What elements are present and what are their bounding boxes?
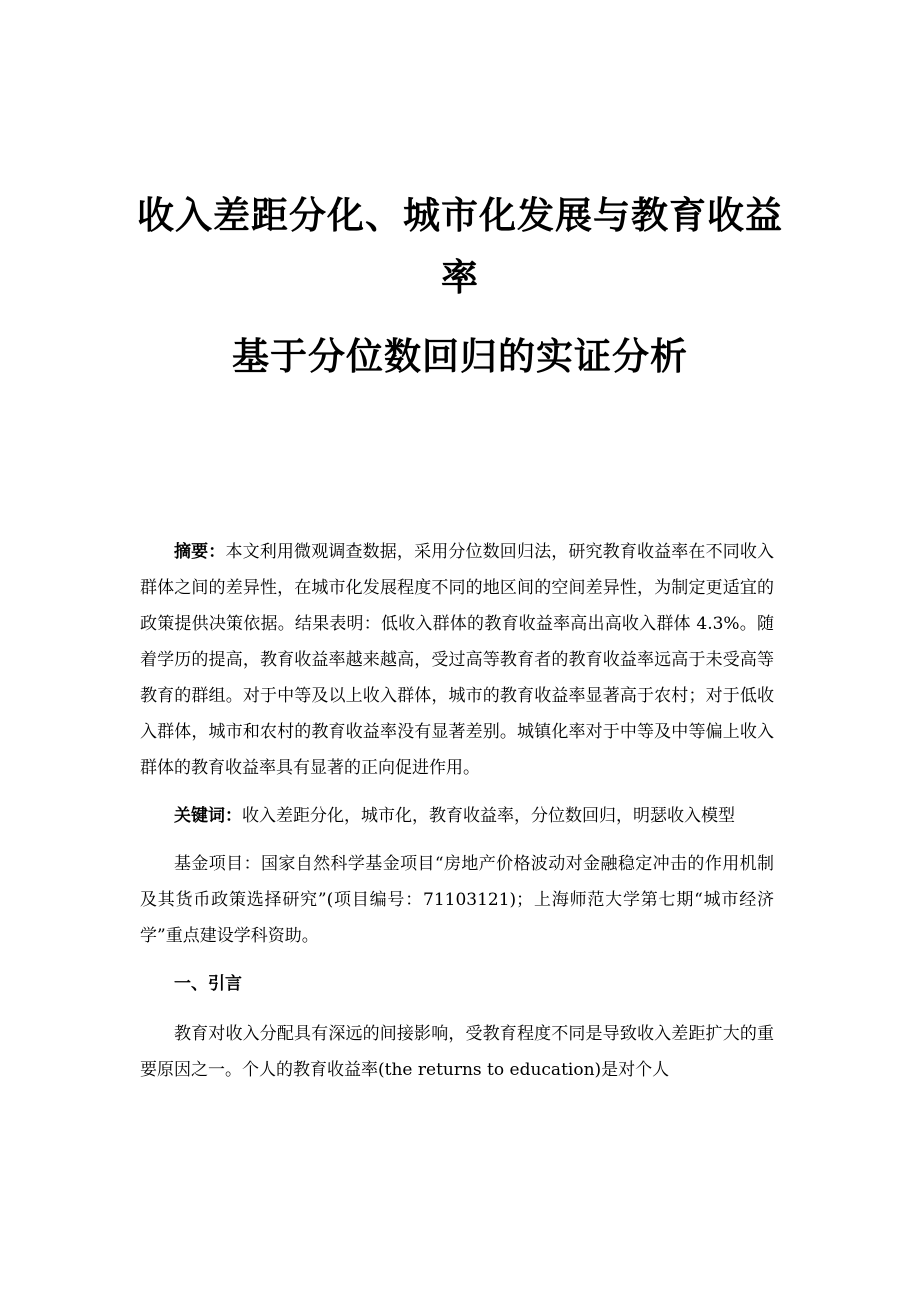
keywords-paragraph bbox=[140, 798, 774, 834]
paper-title-line-1: 收入差距分化、城市化发展与教育收益 bbox=[137, 194, 783, 237]
paper-subtitle: 基于分位数回归的实证分析 bbox=[232, 335, 688, 378]
title-block bbox=[120, 185, 800, 388]
paper-body bbox=[140, 534, 774, 1100]
keywords-label: 关键词： bbox=[174, 806, 242, 826]
funding-paragraph: 基金项目：国家自然科学基金项目“房地产价格波动对金融稳定冲击的作用机制及其货币政策选择研究”(项目编号：71103121)；上海师范大学第七期“城市经济学”重点建设学科资助。 bbox=[140, 854, 774, 946]
keywords-text: 收入差距分化，城市化，教育收益率，分位数回归，明瑟收入模型 bbox=[242, 806, 735, 826]
section-heading-introduction: 一、引言 bbox=[174, 974, 242, 994]
abstract-text: 本文利用微观调查数据，采用分位数回归法，研究教育收益率在不同收入群体之间的差异性，在城市化发展程度不同的地区间的空间差异性，为制定更适宜的政策提供决策依据。结果表明：低收入群体的教育收益率高出高收入群体 4.3%。随着学历的提高，教育收益率越来越高，受过高等教育者的教育收益率远高于未受高等教育的群组。对于中等及以上收入群体，城市的教育收益率显著高于农村；对于低收入群体，城市和农村的教育收益率没有显著差别。城镇化率对于中等及中等偏上收入群体的教育收益率具有显著的正向促进作用。 bbox=[140, 542, 775, 778]
paper-title-line-2: 率 bbox=[441, 256, 479, 299]
introduction-paragraph: 教育对收入分配具有深远的间接影响，受教育程度不同是导致收入差距扩大的重要原因之一。个人的教育收益率(the returns to education)是对个人 bbox=[140, 1024, 774, 1080]
abstract-paragraph bbox=[140, 534, 774, 786]
abstract-label: 摘要： bbox=[174, 542, 226, 562]
